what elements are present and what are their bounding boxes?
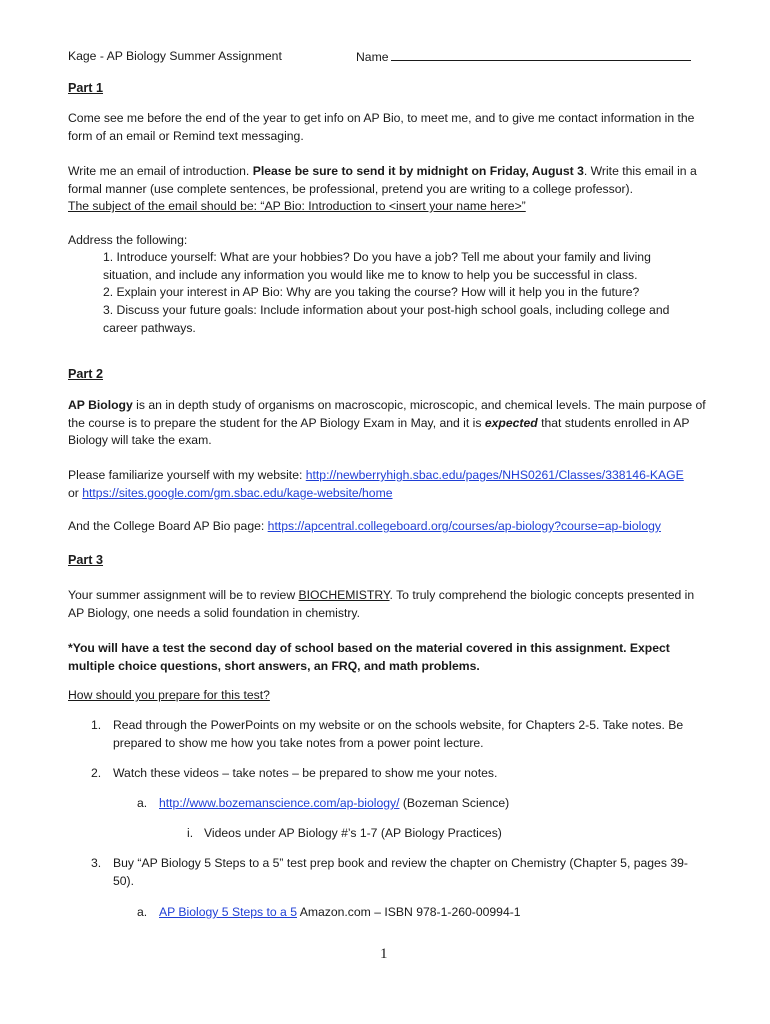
summer-end-text: . To truly comprehend the biologic concepts presented in AP Biology, one needs a solid foundation in chemistry. [68, 588, 695, 620]
part2-paragraph-course [68, 397, 708, 450]
summer-intro-text: Your summer assignment will be to review [68, 588, 299, 602]
expected-emphasis: expected [484, 415, 538, 430]
part2-paragraph-website [68, 467, 728, 502]
collegeboard-intro-text: And the College Board AP Bio page: [68, 519, 268, 533]
email-deadline: Please be sure to send it by midnight on Friday, August 3 [252, 164, 584, 178]
part3-paragraph-summer [68, 587, 708, 622]
part1-paragraph-contact: Come see me before the end of the year to get info on AP Bio, to meet me, and to give me contact information in the form of an email or Remind text messaging. [68, 111, 695, 143]
part3-heading: Part 3 [68, 553, 104, 567]
address-label: Address the following: [68, 233, 188, 247]
part1-paragraph-email [68, 163, 708, 216]
step-2a-number: a. [137, 796, 148, 810]
bozeman-label: (Bozeman Science) [399, 796, 510, 810]
name-label: Name [356, 50, 389, 64]
website-intro-text: Please familiarize yourself with my website: [68, 468, 306, 482]
step-2ai-text: Videos under AP Biology #’s 1-7 (AP Biology Practices) [204, 826, 502, 840]
ap-biology-bold: AP Biology [68, 398, 133, 412]
step-1-number: 1. [91, 718, 102, 732]
email-subject-line: The subject of the email should be: “AP Bio: Introduction to <insert your name here>” [68, 199, 526, 213]
document-title: Kage - AP Biology Summer Assignment [68, 49, 282, 63]
part1-item-1: 1. Introduce yourself: What are your hobbies? Do you have a job? Tell me about your family and living situation, and include any information you would like me to know to help you be successful in class. [103, 250, 651, 282]
step-2-text: Watch these videos – take notes – be prepared to show me your notes. [113, 766, 498, 780]
email-formal-text: . Write this email in a formal manner (use complete sentences, be professional, pretend you are writing to a college professor). [68, 164, 697, 196]
part2-paragraph-collegeboard [68, 518, 728, 536]
email-intro-text: Write me an email of introduction. [68, 164, 253, 178]
part1-item-2: 2. Explain your interest in AP Bio: Why are you taking the course? How will it help you in the future? [103, 285, 640, 299]
step-3a-number: a. [137, 905, 148, 919]
bozeman-link[interactable]: http://www.bozemanscience.com/ap-biology/ [159, 796, 400, 810]
or-text: or [68, 485, 83, 500]
step-1-text: Read through the PowerPoints on my website or on the schools website, for Chapters 2-5. Take notes. Be prepared to show me how you take notes from a power point lecture. [113, 718, 684, 750]
step-2a-text [159, 795, 509, 813]
step-2ai-number: i. [187, 826, 194, 840]
step-3a-text [159, 904, 521, 922]
book-link[interactable]: AP Biology 5 Steps to a 5 [159, 905, 297, 919]
school-website-link[interactable]: http://newberryhigh.sbac.edu/pages/NHS0261/Classes/338146-KAGE [305, 468, 684, 482]
collegeboard-link[interactable]: https://apcentral.collegeboard.org/courses/ap-biology?course=ap-biology [267, 519, 661, 533]
name-blank-line [391, 48, 691, 61]
prepare-question: How should you prepare for this test? [68, 688, 270, 702]
course-desc-end: that students enrolled in AP Biology will take the exam. [68, 415, 690, 447]
part2-heading: Part 2 [68, 367, 104, 381]
step-3-number: 3. [91, 856, 102, 870]
test-note: *You will have a test the second day of school based on the material covered in this assignment. Expect multiple choice questions, short answers, an FRQ, and math problems. [68, 641, 670, 673]
google-site-link[interactable]: https://sites.google.com/gm.sbac.edu/kage-website/home [82, 485, 393, 500]
part1-heading: Part 1 [68, 81, 104, 95]
page-number: 1 [380, 946, 388, 962]
name-field [356, 48, 691, 67]
biochemistry-underlined: BIOCHEMISTRY [298, 588, 390, 602]
part1-item-3: 3. Discuss your future goals: Include information about your post-high school goals, including college and career pathways. [103, 303, 670, 335]
step-3-text: Buy “AP Biology 5 Steps to a 5” test prep book and review the chapter on Chemistry (Chapter 5, pages 39-50). [113, 856, 688, 888]
course-desc-text: is an in depth study of organisms on macroscopic, microscopic, and chemical levels. The main purpose of the course is to prepare the student for the AP Biology Exam in May, and it is [68, 398, 706, 430]
step-2-number: 2. [91, 766, 102, 780]
book-isbn-text: Amazon.com – ISBN 978-1-260-00994-1 [297, 905, 521, 919]
